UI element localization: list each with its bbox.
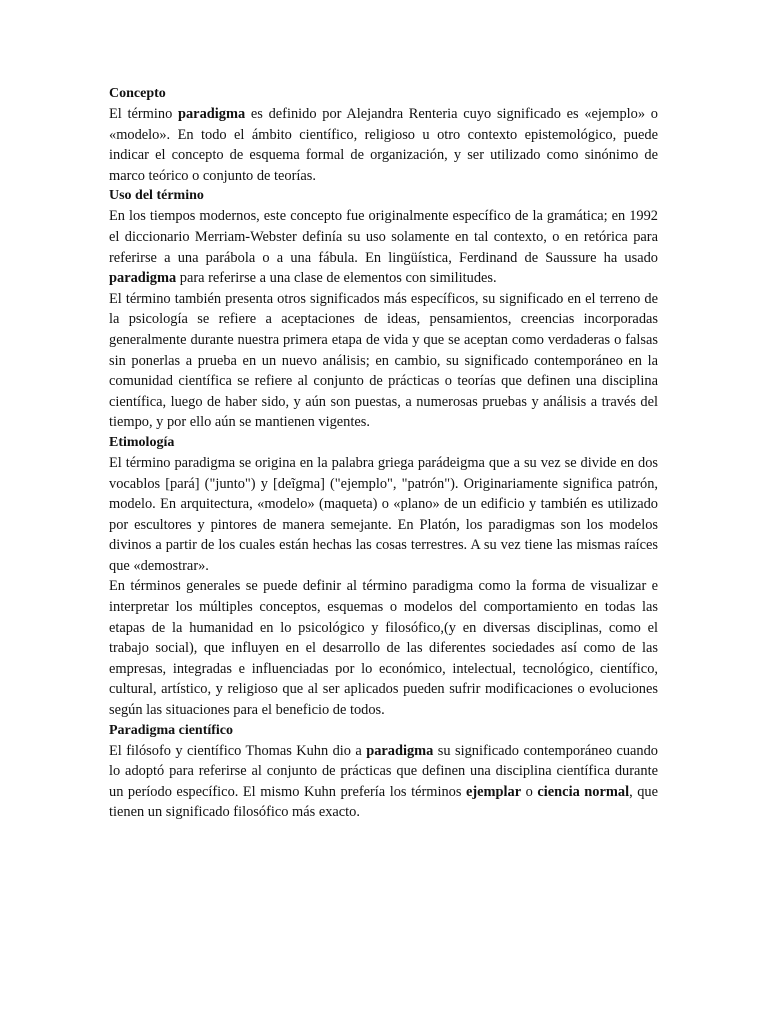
text-run: su significado contemporáneo cuando lo adoptó para referirse al conjunto de prácticas que definen una disciplina científica durante un período específico. El mismo Kuhn prefería los términos bbox=[109, 742, 658, 800]
text-run: es definido por Alejandra Renteria cuyo significado es «ejemplo» o «modelo». En todo el ámbito científico, religioso u otro contexto epistemológico, puede indicar el concepto de esquema formal de organización, y ser utilizado como sinónimo de marco teórico o conjunto de teorías. bbox=[109, 106, 658, 184]
bold-term: ejemplar bbox=[465, 783, 522, 800]
paragraph-uso-1 bbox=[109, 206, 658, 288]
heading-etimologia: Etimología bbox=[109, 434, 175, 450]
text-run: o bbox=[521, 783, 538, 800]
heading-concepto: Concepto bbox=[109, 86, 166, 101]
heading-paradigma-cientifico: Paradigma científico bbox=[109, 722, 234, 738]
text-run: En términos generales se puede definir al término paradigma como la forma de visualizar e interpretar los múltiples conceptos, esquemas o modelos del comportamiento en todas las etapas de la humanidad en lo psicológico y filosófico,(y en diversas disciplinas, como el trabajo social), que influyen en el desarrollo de las diferentes sociedades así como de las empresas, integradas e influenciadas por lo económico, intelectual, tecnológico, científico, cultural, artístico, y religioso que al ser aplicados pueden sufrir modificaciones o evoluciones según las situaciones para el beneficio de todos. bbox=[109, 578, 658, 719]
text-run: El término paradigma se origina en la palabra griega parádeigma que a su vez se divide en dos vocablos [pará] ("junto") y [deĩgma] ("ejemplo", "patrón"). Originariamente significa patrón, modelo. En arquitectura, «modelo» (maqueta) o «plano» de un edificio y también es utilizado por escultores y pintores de manera semejante. En Platón, los paradigmas son los modelos divinos a partir de los cuales están hechas las cosas terrestres. A su vez tiene las mismas raíces que «demostrar». bbox=[109, 454, 658, 574]
bold-term: paradigma bbox=[109, 270, 177, 287]
paragraph-etimologia-2 bbox=[109, 576, 658, 720]
text-run: El término también presenta otros significados más específicos, su significado en el terreno de la psicología se refiere a aceptaciones de ideas, pensamientos, creencias incorporadas generalmente durante nuestra primera etapa de vida y que se aceptan como verdaderas o falsas sin ponerlas a prueba en un nuevo análisis; en cambio, su significado contemporáneo en la comunidad científica se refiere al conjunto de prácticas o teorías que definen una disciplina científica, luego de haber sido, y aún son puestas, a numerosas pruebas y análisis a través del tiempo, y por ello aún se mantienen vigentes. bbox=[109, 290, 658, 431]
text-run: En los tiempos modernos, este concepto fue originalmente específico de la gramática; en 1992 el diccionario Merriam-Webster definía su uso solamente en tal contexto, o en retórica para referirse a una parábola o a una fábula. En lingüística, Ferdinand de Saussure ha usado bbox=[109, 208, 658, 266]
bold-term: paradigma bbox=[177, 106, 246, 122]
text-run: El filósofo y científico Thomas Kuhn dio a bbox=[109, 742, 367, 759]
paragraph-paradigma-cientifico bbox=[109, 741, 658, 823]
bold-term: ciencia normal bbox=[537, 783, 630, 800]
text-run: El término bbox=[109, 106, 178, 122]
document-page bbox=[109, 84, 658, 823]
paragraph-uso-2 bbox=[109, 289, 658, 433]
heading-uso-del-termino: Uso del término bbox=[109, 188, 204, 204]
text-run: , que tienen un significado filosófico más exacto. bbox=[109, 783, 658, 821]
paragraph-etimologia-1 bbox=[109, 453, 658, 577]
bold-term: paradigma bbox=[366, 742, 434, 759]
text-run: para referirse a una clase de elementos con similitudes. bbox=[176, 270, 497, 287]
paragraph-concepto bbox=[109, 104, 658, 186]
